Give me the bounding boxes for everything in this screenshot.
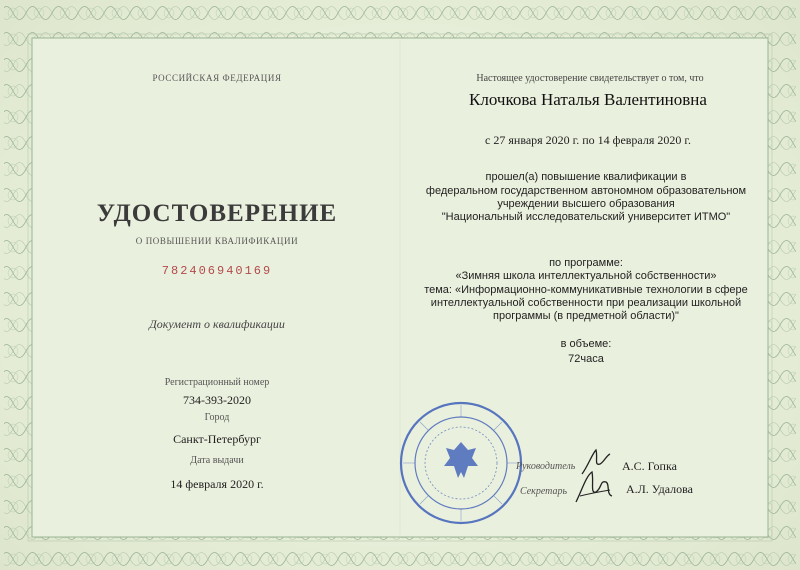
organization-line-3: "Национальный исследовательский университет ИТМО" [441, 211, 731, 223]
official-seal-icon [398, 400, 524, 526]
city-label: Город [204, 412, 230, 423]
intro-text: Настоящее удостоверение свидетельствует о том, что [476, 73, 704, 84]
serial-number: 782406940169 [161, 264, 273, 278]
registration-number: 734-393-2020 [183, 393, 251, 407]
secretary-name: А.Л. Удалова [626, 482, 693, 496]
head-role: Руководитель [516, 461, 576, 472]
holder-name: Клочкова Наталья Валентиновна [469, 90, 707, 109]
volume-label: в объеме: [560, 338, 612, 350]
topic-line-3: программы (в предметной области)" [493, 310, 679, 322]
secretary-role: Секретарь [520, 486, 568, 497]
head-name: А.С. Гопка [622, 459, 677, 473]
document-subtitle: О ПОВЫШЕНИИ КВАЛИФИКАЦИИ [135, 236, 299, 246]
secretary-signature-icon [572, 466, 616, 510]
issue-date: 14 февраля 2020 г. [170, 477, 264, 491]
topic-line-1: тема: «Информационно-коммуникативные технологии в сфере [424, 284, 748, 296]
organization-line-1: федеральном государственном автономном образовательном [425, 185, 747, 197]
issue-date-label: Дата выдачи [190, 455, 244, 466]
country-label: РОССИЙСКАЯ ФЕДЕРАЦИЯ [152, 73, 282, 83]
volume-value: 72часа [568, 353, 604, 365]
topic-line-2: интеллектуальной собственности при реализации школьной [430, 297, 742, 309]
study-period: с 27 января 2020 г. по 14 февраля 2020 г. [485, 133, 691, 147]
document-title: УДОСТОВЕРЕНИЕ [96, 200, 338, 227]
city-value: Санкт-Петербург [173, 432, 261, 446]
document-type: Документ о квалификации [149, 317, 285, 331]
program-label: по программе: [549, 257, 623, 269]
program-name: «Зимняя школа интеллектуальной собственности» [455, 270, 717, 282]
passed-text: прошел(а) повышение квалификации в [485, 171, 687, 183]
organization-line-2: учреждении высшего образования [497, 198, 675, 210]
registration-label: Регистрационный номер [164, 377, 270, 388]
